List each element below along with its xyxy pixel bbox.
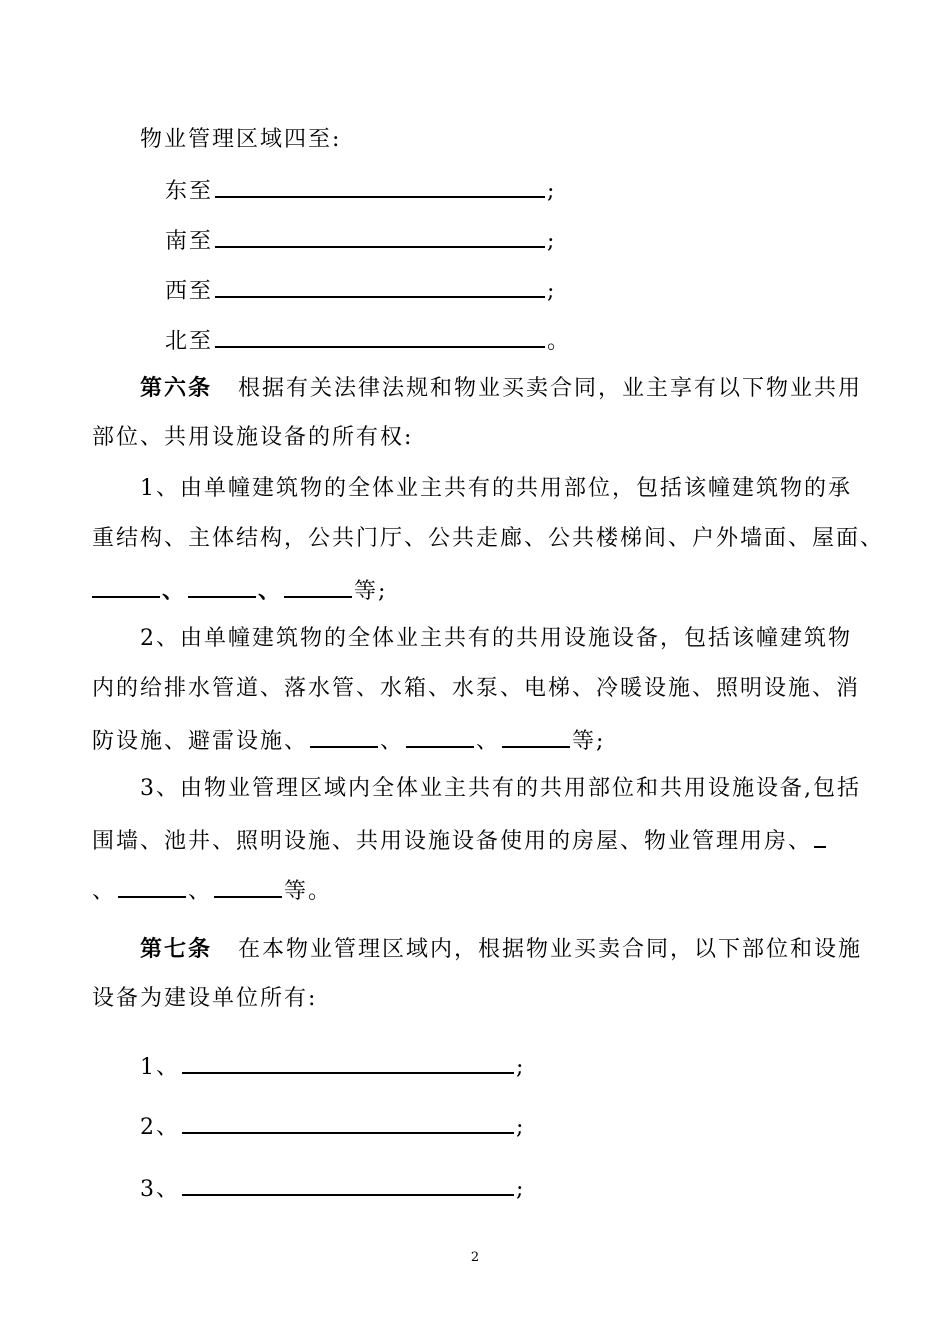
west-semicolon: ;: [547, 279, 557, 304]
article6-item2-line2: 内的给排水管道、落水管、水箱、水泵、电梯、冷暖设施、照明设施、消: [92, 676, 861, 701]
item2-sep-1: 、: [380, 729, 405, 754]
item1-blank-2: [188, 574, 256, 598]
article6-item3-line2: [92, 824, 828, 857]
article7-item1-blank: [182, 1050, 514, 1074]
boundary-heading: 物业管理区域四至:: [140, 127, 342, 152]
article7-item3-semicolon: ;: [516, 1177, 526, 1202]
south-blank: [215, 224, 545, 248]
article6-intro-text: 根据有关法律法规和物业买卖合同，业主享有以下物业共用: [238, 376, 863, 401]
item1-blank-3: [284, 574, 352, 598]
south-label: 南至: [165, 229, 214, 254]
west-blank: [215, 274, 545, 298]
article7-item2-label: 2、: [140, 1115, 180, 1140]
boundary-east: [165, 174, 556, 207]
article7-intro-text: 在本物业管理区域内，根据物业买卖合同，以下部位和设施: [238, 937, 863, 962]
article7-item1-label: 1、: [140, 1055, 180, 1080]
item2-end: 等;: [572, 729, 606, 754]
item2-blank-1: [310, 724, 378, 748]
east-semicolon: ;: [547, 179, 557, 204]
east-label: 东至: [165, 179, 214, 204]
article7-item1: [140, 1050, 525, 1083]
north-label: 北至: [165, 329, 214, 354]
item3-line2-text: 围墙、池井、照明设施、共用设施设备使用的房屋、物业管理用房、: [92, 829, 813, 854]
article7-intro-line2: 设备为建设单位所有:: [92, 986, 318, 1011]
item2-blank-3: [502, 724, 570, 748]
article7-label: 第七条: [140, 936, 213, 962]
south-semicolon: ;: [547, 229, 557, 254]
page-number: 2: [470, 1250, 480, 1265]
article6-item2-line3: [92, 724, 605, 757]
item3-blank-1: [118, 874, 186, 898]
item2-blank-2: [406, 724, 474, 748]
article7-intro-line1: [140, 934, 862, 965]
boundary-south: [165, 224, 556, 257]
item1-sep-2: 、: [258, 578, 283, 604]
article6-item1-line2: 重结构、主体结构，公共门厅、公共走廊、公共楼梯间、户外墙面、屋面、: [92, 526, 885, 551]
article6-intro-line1: [140, 373, 862, 404]
article7-item2-semicolon: ;: [516, 1115, 526, 1140]
article7-item1-semicolon: ;: [516, 1055, 526, 1080]
article6-item3-line3: [92, 874, 332, 907]
article7-item2: [140, 1110, 525, 1143]
north-blank: [215, 324, 545, 348]
article7-item3-blank: [182, 1172, 514, 1196]
item1-blank-1: [92, 574, 160, 598]
item3-blank-0: [814, 824, 826, 848]
item1-end: 等;: [354, 579, 388, 604]
item3-blank-2: [214, 874, 282, 898]
east-blank: [215, 174, 545, 198]
item3-sep-0: 、: [92, 879, 117, 904]
west-label: 西至: [165, 279, 214, 304]
article6-intro-line2: 部位、共用设施设备的所有权:: [92, 425, 414, 450]
item3-end: 等。: [284, 879, 333, 904]
article6-item2-line1: 2、由单幢建筑物的全体业主共有的共用设施设备，包括该幢建筑物: [140, 626, 852, 651]
item3-sep-1: 、: [188, 879, 213, 904]
item1-sep-1: 、: [162, 578, 187, 604]
item2-line3-text: 防设施、避雷设施、: [92, 729, 309, 754]
article6-item3-line1: 3、由物业管理区域内全体业主共有的共用部位和共用设施设备,包括: [140, 776, 861, 801]
article7-item3: [140, 1172, 525, 1205]
article6-label: 第六条: [140, 375, 213, 401]
item2-sep-2: 、: [476, 729, 501, 754]
article6-item1-line1: 1、由单幢建筑物的全体业主共有的共用部位，包括该幢建筑物的承: [140, 476, 852, 501]
boundary-west: [165, 274, 556, 307]
boundary-north: [165, 324, 571, 357]
article7-item2-blank: [182, 1110, 514, 1134]
article7-item3-label: 3、: [140, 1177, 180, 1202]
north-period: 。: [547, 329, 572, 354]
article6-item1-line3: [92, 574, 387, 607]
